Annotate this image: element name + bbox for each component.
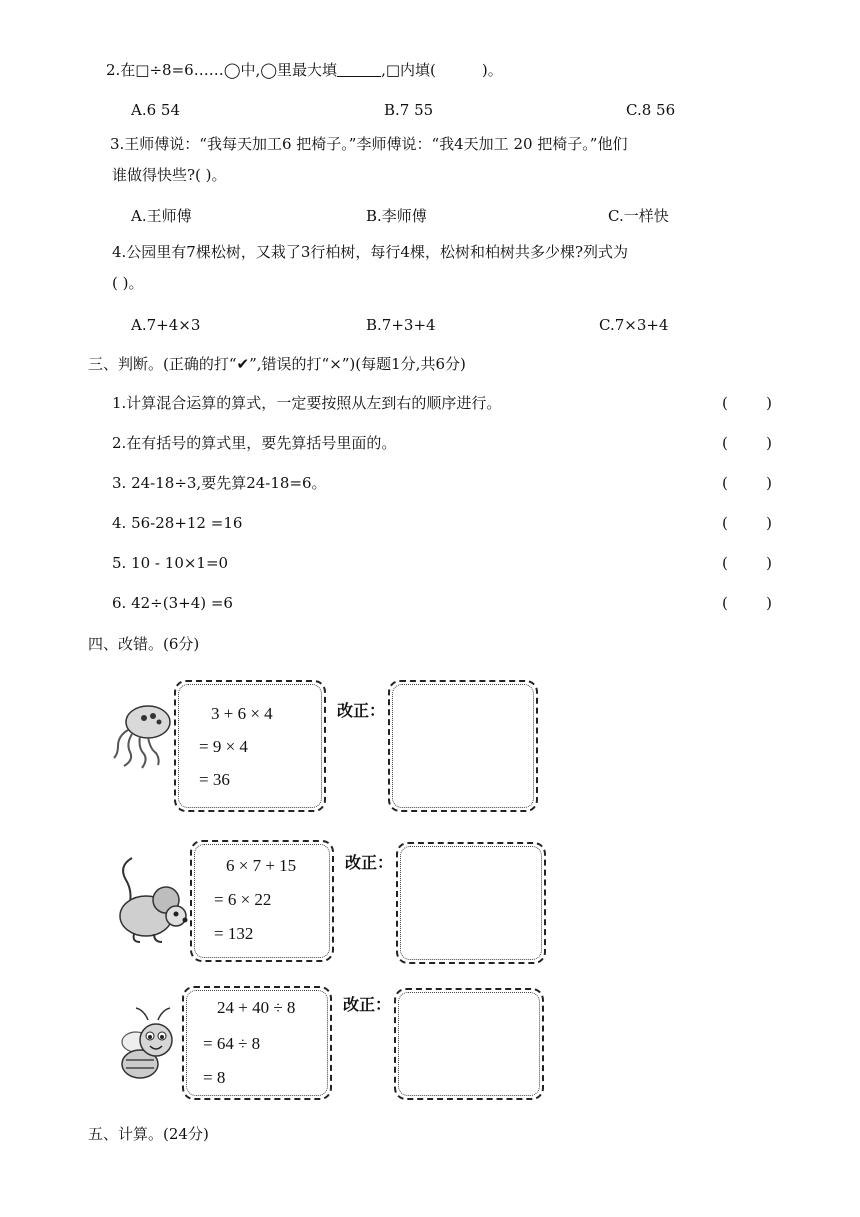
q2-stem bbox=[106, 60, 503, 80]
correction-label-1: 改正： bbox=[337, 701, 386, 720]
correction-label-2: 改正： bbox=[345, 853, 394, 872]
judge-answer-2[interactable] bbox=[722, 433, 772, 453]
problem-2-line-2: = 6 × 22 bbox=[214, 890, 272, 909]
q3-option-a[interactable]: A.王师傅 bbox=[131, 207, 192, 225]
problem-3-line-3: = 8 bbox=[203, 1068, 226, 1087]
paren-close: ) bbox=[766, 434, 772, 452]
q2-option-b[interactable]: B.7 55 bbox=[384, 101, 434, 119]
judge-item-5: 5. 10 - 10×1=0 bbox=[112, 554, 229, 572]
judge-answer-3[interactable] bbox=[722, 473, 772, 493]
judge-item-2: 2.在有括号的算式里，要先算括号里面的。 bbox=[112, 434, 397, 452]
judge-item-6: 6. 42÷(3+4) =6 bbox=[112, 594, 233, 612]
paren-open: ( bbox=[722, 594, 728, 612]
paren-close: ) bbox=[766, 594, 772, 612]
correction-box-1[interactable] bbox=[388, 680, 538, 812]
q3-line2: 谁做得快些?( )。 bbox=[112, 166, 227, 184]
problem-3-line-1: 24 + 40 ÷ 8 bbox=[217, 998, 296, 1017]
problem-1-box bbox=[174, 680, 326, 812]
judge-item-1: 1.计算混合运算的算式，一定要按照从左到右的顺序进行。 bbox=[112, 394, 502, 412]
paren-open: ( bbox=[722, 514, 728, 532]
q2-stem-part-a: 2.在□÷8=6……◯中,◯里最大填 bbox=[106, 61, 338, 79]
judge-item-3: 3. 24-18÷3,要先算24-18=6。 bbox=[112, 474, 327, 492]
paren-open: ( bbox=[722, 474, 728, 492]
q3-line1: 3.王师傅说：“我每天加工6 把椅子。”李师傅说：“我4天加工 20 把椅子。”他们 bbox=[110, 135, 628, 153]
q4-option-b[interactable]: B.7+3+4 bbox=[366, 316, 436, 334]
bee-icon bbox=[112, 1002, 184, 1084]
judge-answer-5[interactable] bbox=[722, 553, 772, 573]
paren-open: ( bbox=[722, 554, 728, 572]
problem-1-line-3: = 36 bbox=[199, 770, 230, 789]
mouse-icon bbox=[110, 850, 190, 946]
judge-answer-6[interactable] bbox=[722, 593, 772, 613]
correction-box-2[interactable] bbox=[396, 842, 546, 964]
judge-answer-1[interactable] bbox=[722, 393, 772, 413]
correction-box-3[interactable] bbox=[394, 988, 544, 1100]
q2-stem-part-c: )。 bbox=[481, 61, 503, 79]
paren-close: ) bbox=[766, 514, 772, 532]
q4-option-c[interactable]: C.7×3+4 bbox=[599, 316, 669, 334]
q4-line2: ( )。 bbox=[112, 274, 144, 292]
section4-title: 四、改错。(6分) bbox=[88, 635, 200, 653]
q2-option-a[interactable]: A.6 54 bbox=[131, 101, 180, 119]
q2-option-c[interactable]: C.8 56 bbox=[626, 101, 676, 119]
q3-option-b[interactable]: B.李师傅 bbox=[366, 207, 427, 225]
paren-close: ) bbox=[766, 394, 772, 412]
paren-close: ) bbox=[766, 474, 772, 492]
judge-item-4: 4. 56-28+12 =16 bbox=[112, 514, 243, 532]
jellyfish-icon bbox=[112, 700, 174, 776]
problem-1-line-2: = 9 × 4 bbox=[199, 737, 248, 756]
section3-title: 三、判断。(正确的打“✔”,错误的打“×”)(每题1分,共6分) bbox=[88, 355, 466, 373]
q4-line1: 4.公园里有7棵松树，又栽了3行柏树，每行4棵，松树和柏树共多少棵?列式为 bbox=[112, 243, 628, 261]
q2-stem-part-b: ,□内填( bbox=[381, 61, 436, 79]
correction-label-3: 改正： bbox=[343, 995, 392, 1014]
problem-2-line-3: = 132 bbox=[214, 924, 254, 943]
problem-2-line-1: 6 × 7 + 15 bbox=[226, 856, 297, 875]
q2-blank[interactable] bbox=[337, 61, 381, 77]
problem-1-line-1: 3 + 6 × 4 bbox=[211, 704, 273, 723]
problem-3-line-2: = 64 ÷ 8 bbox=[203, 1034, 261, 1053]
section5-title: 五、计算。(24分) bbox=[88, 1125, 209, 1143]
paren-open: ( bbox=[722, 394, 728, 412]
q3-option-c[interactable]: C.一样快 bbox=[608, 207, 669, 225]
q4-option-a[interactable]: A.7+4×3 bbox=[131, 316, 201, 334]
paren-open: ( bbox=[722, 434, 728, 452]
judge-answer-4[interactable] bbox=[722, 513, 772, 533]
paren-close: ) bbox=[766, 554, 772, 572]
